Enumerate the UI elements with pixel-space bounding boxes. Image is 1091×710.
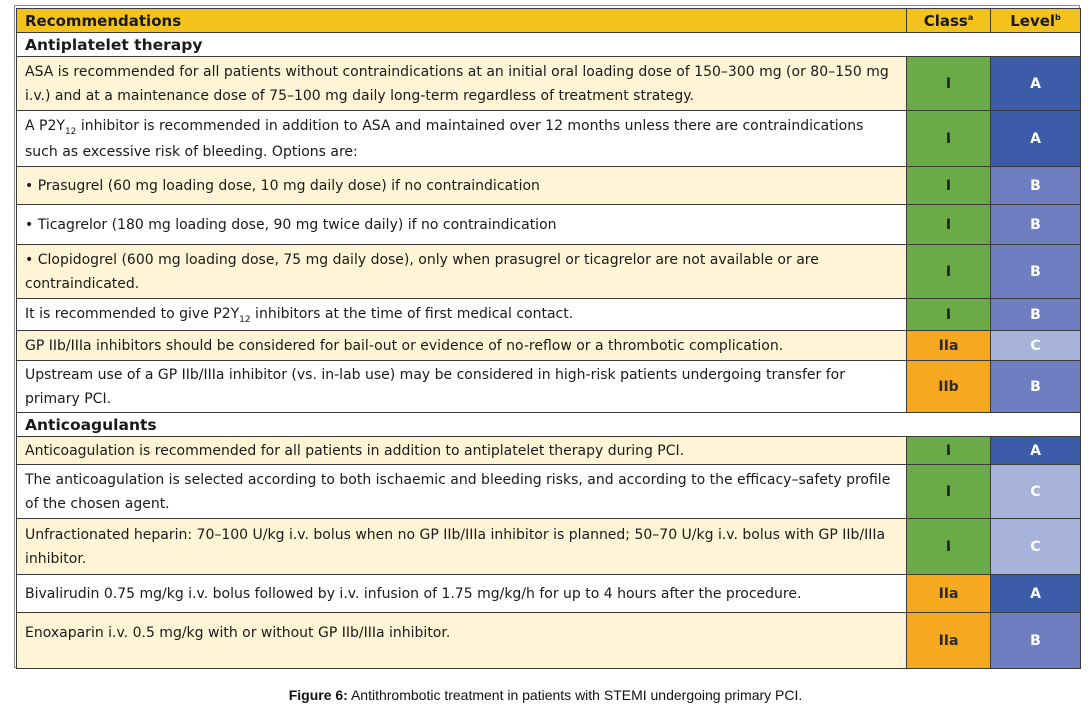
class-cell: I [907,519,991,575]
level-cell: B [991,361,1081,413]
recommendation-text: Bivalirudin 0.75 mg/kg i.v. bolus followed by i.v. infusion of 1.75 mg/kg/h for up to 4 hours after the procedure. [17,575,907,613]
table-row [17,465,1081,519]
class-cell: I [907,57,991,111]
recommendation-text: • Ticagrelor (180 mg loading dose, 90 mg twice daily) if no contraindication [17,205,907,245]
recommendation-text: GP IIb/IIIa inhibitors should be considered for bail-out or evidence of no-reflow or a thrombotic complication. [17,331,907,361]
recommendation-text: Anticoagulation is recommended for all patients in addition to antiplatelet therapy during PCI. [17,437,907,465]
recommendation-text: Enoxaparin i.v. 0.5 mg/kg with or without GP IIb/IIIa inhibitor. [17,613,907,669]
section-antiplatelet-therapy: Antiplatelet therapy [17,33,1081,57]
figure-caption-text: Antithrombotic treatment in patients with STEMI undergoing primary PCI. [347,687,803,703]
recommendation-text: Unfractionated heparin: 70–100 U/kg i.v. bolus when no GP IIb/IIIa inhibitor is planned; 50–70 U/kg i.v. bolus with GP IIb/IIIa inhibitor. [17,519,907,575]
class-cell: IIb [907,361,991,413]
level-cell: A [991,111,1081,167]
recommendation-text: Upstream use of a GP IIb/IIIa inhibitor (vs. in-lab use) may be considered in high-risk patients undergoing transfer for primary PCI. [17,361,907,413]
figure-label: Figure 6: [288,687,348,703]
table-row [17,437,1081,465]
class-cell: I [907,299,991,331]
section-anticoagulants: Anticoagulants [17,413,1081,437]
level-cell: B [991,299,1081,331]
table-row [17,575,1081,613]
class-cell: I [907,437,991,465]
level-header: Level$^b$ [991,9,1081,33]
recommendation-text: ASA is recommended for all patients without contraindications at an initial oral loading dose of 150–300 mg (or 80–150 mg i.v.) and at a maintenance dose of 75–100 mg daily long-term regardless of treatment strategy. [17,57,907,111]
level-cell: A [991,575,1081,613]
level-cell: A [991,437,1081,465]
class-cell: I [907,245,991,299]
table-row [17,361,1081,413]
table-row [17,331,1081,361]
class-cell: I [907,167,991,205]
recommendation-text: • Prasugrel (60 mg loading dose, 10 mg daily dose) if no contraindication [17,167,907,205]
level-cell: B [991,245,1081,299]
table-row [17,111,1081,167]
recommendation-text: It is recommended to give $P2Y_{12}$ inhibitors at the time of first medical contact. [17,299,907,331]
class-cell: I [907,205,991,245]
level-cell: C [991,465,1081,519]
recommendations-header: Recommendations [17,9,907,33]
table-row [17,57,1081,111]
section-row [17,33,1081,57]
level-cell: C [991,331,1081,361]
class-cell: IIa [907,575,991,613]
class-cell: I [907,111,991,167]
level-cell: B [991,205,1081,245]
level-cell: A [991,57,1081,111]
level-cell: C [991,519,1081,575]
recommendation-text: A $P2Y_{12}$ inhibitor is recommended in addition to ASA and maintained over 12 months unless there are contraindications such as excessive risk of bleeding. Options are: [17,111,907,167]
table-row [17,613,1081,669]
section-row [17,413,1081,437]
class-header: Class$^a$ [907,9,991,33]
table-row [17,299,1081,331]
recommendation-text: • Clopidogrel (600 mg loading dose, 75 mg daily dose), only when prasugrel or ticagrelor are not available or are contraindicated. [17,245,907,299]
header-row [17,9,1081,33]
figure-caption [0,687,1091,703]
level-cell: B [991,613,1081,669]
class-cell: I [907,465,991,519]
recommendation-text: The anticoagulation is selected according to both ischaemic and bleeding risks, and according to the efficacy–safety profile of the chosen agent. [17,465,907,519]
recommendations-table [16,8,1081,669]
table-row [17,245,1081,299]
class-cell: IIa [907,331,991,361]
level-cell: B [991,167,1081,205]
class-cell: IIa [907,613,991,669]
table-row [17,519,1081,575]
table-row [17,205,1081,245]
table-row [17,167,1081,205]
